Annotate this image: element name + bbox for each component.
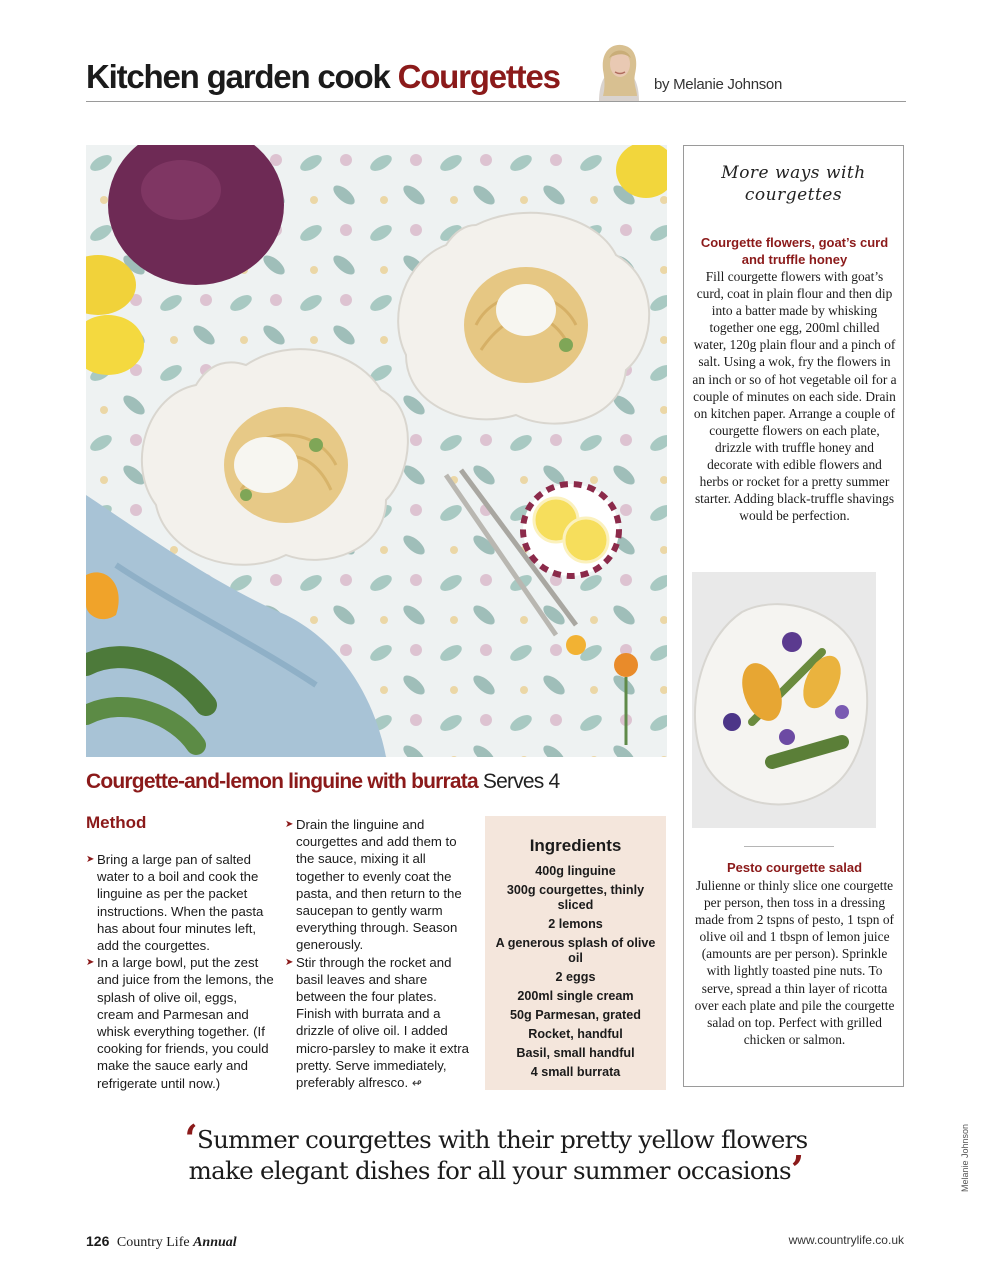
pull-quote: [150, 1116, 842, 1192]
sidebar-item2-text: Julienne or thinly slice one courgette per person, then toss in a dressing made from 2 tspns of pesto, 1 tspn of olive oil and 1 tbspn of lemon juice (amounts are per person). Sprinkle with lightly toasted pine nuts. To serve, spread a thin layer of ricotta over each plate and pile the courgette salad on top. Perfect with grilled chicken or salmon.: [694, 878, 895, 1047]
ingredient-item: A generous splash of olive oil: [495, 936, 656, 965]
method-step: [86, 954, 276, 1092]
open-quote-icon: ‘: [184, 1116, 197, 1161]
method-step: [285, 954, 475, 1093]
website-link[interactable]: www.countrylife.co.uk: [788, 1233, 904, 1247]
method-column-1: [86, 851, 276, 1092]
end-mark-icon: ↫: [411, 1076, 422, 1091]
method-step: [86, 851, 276, 954]
method-step: [285, 816, 475, 954]
footer-folio: [86, 1233, 237, 1251]
recipe-name: Courgette-and-lemon linguine with burrata: [86, 770, 478, 793]
photo-credit: Melanie Johnson: [960, 1123, 970, 1192]
recipe-serves: Serves 4: [482, 770, 560, 793]
method-step-text: In a large bowl, put the zest and juice from the lemons, the splash of olive oil, eggs, cream and Parmesan and whisk everything together. (If cooking for friends, you could make the sauce early and refrigerate until now.): [97, 955, 274, 1091]
title-topic: Courgettes: [397, 58, 560, 95]
page-header: [86, 58, 906, 102]
sidebar-item1-text: Fill courgette flowers with goat’s curd, coat in plain flour and then dip into a batter made by whisking together one egg, 200ml chilled water, 120g plain flour and a pinch of salt. Using a wok, fry the flowers in an inch or so of hot vegetable oil for a couple of minutes on each side. Drain on kitchen paper. Arrange a couple of courgette flowers on each plate, drizzle with truffle honey and decorate with edible flowers and herbs or rocket for a pretty summer starter. Adding black-truffle shavings would be perfection.: [692, 269, 897, 524]
method-step-text: Stir through the rocket and basil leaves and share between the four plates. Finish with burrata and a drizzle of olive oil. I added micro-parsley to make it extra pretty. Serve immediately, preferably alfresco.: [296, 954, 469, 1091]
author-photo: [591, 40, 647, 102]
sidebar-heading-line: More ways with: [721, 163, 866, 183]
sidebar-more-ways: [683, 145, 904, 1087]
close-quote-icon: ’: [790, 1147, 804, 1192]
ingredients-box: [485, 816, 666, 1090]
ingredient-item: 200ml single cream: [517, 989, 634, 1003]
byline: by Melanie Johnson: [654, 76, 783, 93]
sidebar-item2-title: Pesto courgette salad: [726, 860, 863, 875]
magazine-name: [117, 1235, 237, 1250]
arrow-bullet-icon: ➤: [285, 819, 294, 830]
ingredients-heading: Ingredients: [529, 836, 622, 855]
magazine-title: Country Life: [116, 1235, 190, 1250]
header-divider: [86, 101, 906, 102]
page-title: [86, 58, 560, 96]
page-number: 126: [86, 1233, 110, 1249]
ingredient-item: 2 eggs: [555, 970, 596, 984]
courgette-flowers-photo: [692, 572, 876, 828]
method-heading: Method: [86, 813, 147, 832]
sidebar-divider: [744, 846, 834, 847]
recipe-title: [86, 770, 559, 794]
ingredient-item: 50g Parmesan, grated: [510, 1008, 641, 1022]
ingredient-item: 2 lemons: [548, 917, 603, 931]
main-photo-linguine: [86, 145, 667, 757]
ingredient-item: 400g linguine: [535, 864, 616, 878]
ingredient-item: 4 small burrata: [530, 1065, 621, 1079]
method-step-text: Drain the linguine and courgettes and add them to the sauce, mixing it all together to evenly coat the pasta, and then return to the saucepan to gently warm everything through. Season generously.: [296, 817, 462, 953]
ingredient-item: Rocket, handful: [528, 1027, 623, 1041]
ingredient-item: Basil, small handful: [516, 1046, 635, 1060]
arrow-bullet-icon: ➤: [285, 956, 294, 968]
pull-quote-text: Summer courgettes with their pretty yellow flowers make elegant dishes for all your summer occasions: [188, 1125, 808, 1185]
arrow-bullet-icon: ➤: [86, 957, 95, 969]
sidebar-item1-title: Courgette flowers, goat’s curd and truffle honey: [700, 235, 889, 267]
ingredient-item: 300g courgettes, thinly sliced: [506, 883, 645, 912]
sidebar-heading-line: courgettes: [744, 185, 843, 205]
method-step-text: Bring a large pan of salted water to a boil and cook the linguine as per the packet instructions. When the pasta has about four minutes left, add the courgettes.: [97, 852, 264, 954]
method-column-2: [285, 816, 475, 1092]
magazine-issue: Annual: [193, 1235, 237, 1250]
arrow-bullet-icon: ➤: [86, 854, 95, 865]
ingredients-list: [485, 864, 666, 1080]
title-section: Kitchen garden cook: [86, 58, 390, 95]
sidebar-heading: [684, 162, 903, 206]
